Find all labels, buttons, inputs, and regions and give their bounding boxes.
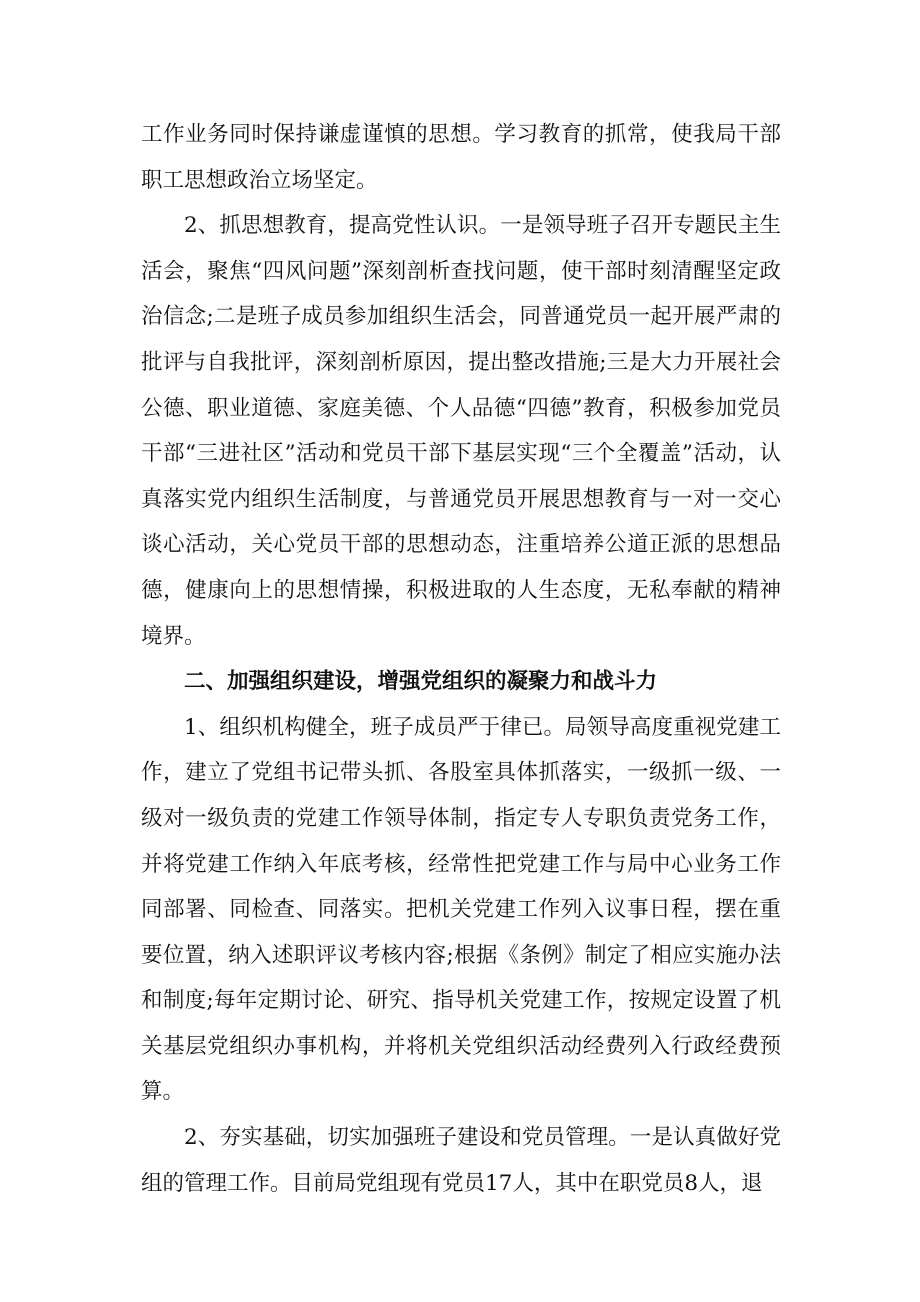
- document-body: [141, 112, 781, 1206]
- section-heading-organization-building: 二、加强组织建设，增强党组织的凝聚力和战斗力: [184, 669, 658, 695]
- paragraph-item-2-foundation: 2、夯实基础，切实加强班子建设和党员管理。一是认真做好党组的管理工作。目前局党组现有党员17人，其中在职党员8人，退: [141, 1125, 781, 1196]
- paragraph-item-2-ideological-education: 2、抓思想教育，提高党性认识。一是领导班子召开专题民主生活会，聚焦“四风问题”深刻剖析查找问题，使干部时刻清醒坚定政治信念;二是班子成员参加组织生活会，同普通党员一起开展严肃的批评与自我批评，深刻剖析原因，提出整改措施;三是大力开展社会公德、职业道德、家庭美德、个人品德“四德”教育，积极参加党员干部“三进社区”活动和党员干部下基层实现“三个全覆盖”活动，认真落实党内组织生活制度，与普通党员开展思想教育与一对一交心谈心活动，关心党员干部的思想动态，注重培养公道正派的思想品德，健康向上的思想情操，积极进取的人生态度，无私奉献的精神境界。: [141, 213, 781, 649]
- paragraph-continued: 工作业务同时保持谦虚谨慎的思想。学习教育的抓常，使我局干部职工思想政治立场坚定。: [141, 122, 781, 193]
- paragraph-item-1-organization: 1、组织机构健全，班子成员严于律已。局领导高度重视党建工作，建立了党组书记带头抓、各股室具体抓落实，一级抓一级、一级对一级负责的党建工作领导体制，指定专人专职负责党务工作，并将党建工作纳入年底考核，经常性把党建工作与局中心业务工作同部署、同检查、同落实。把机关党建工作列入议事日程，摆在重要位置，纳入述职评议考核内容;根据《条例》制定了相应实施办法和制度;每年定期讨论、研究、指导机关党建工作，按规定设置了机关基层党组织办事机构，并将机关党组织活动经费列入行政经费预算。: [141, 714, 781, 1105]
